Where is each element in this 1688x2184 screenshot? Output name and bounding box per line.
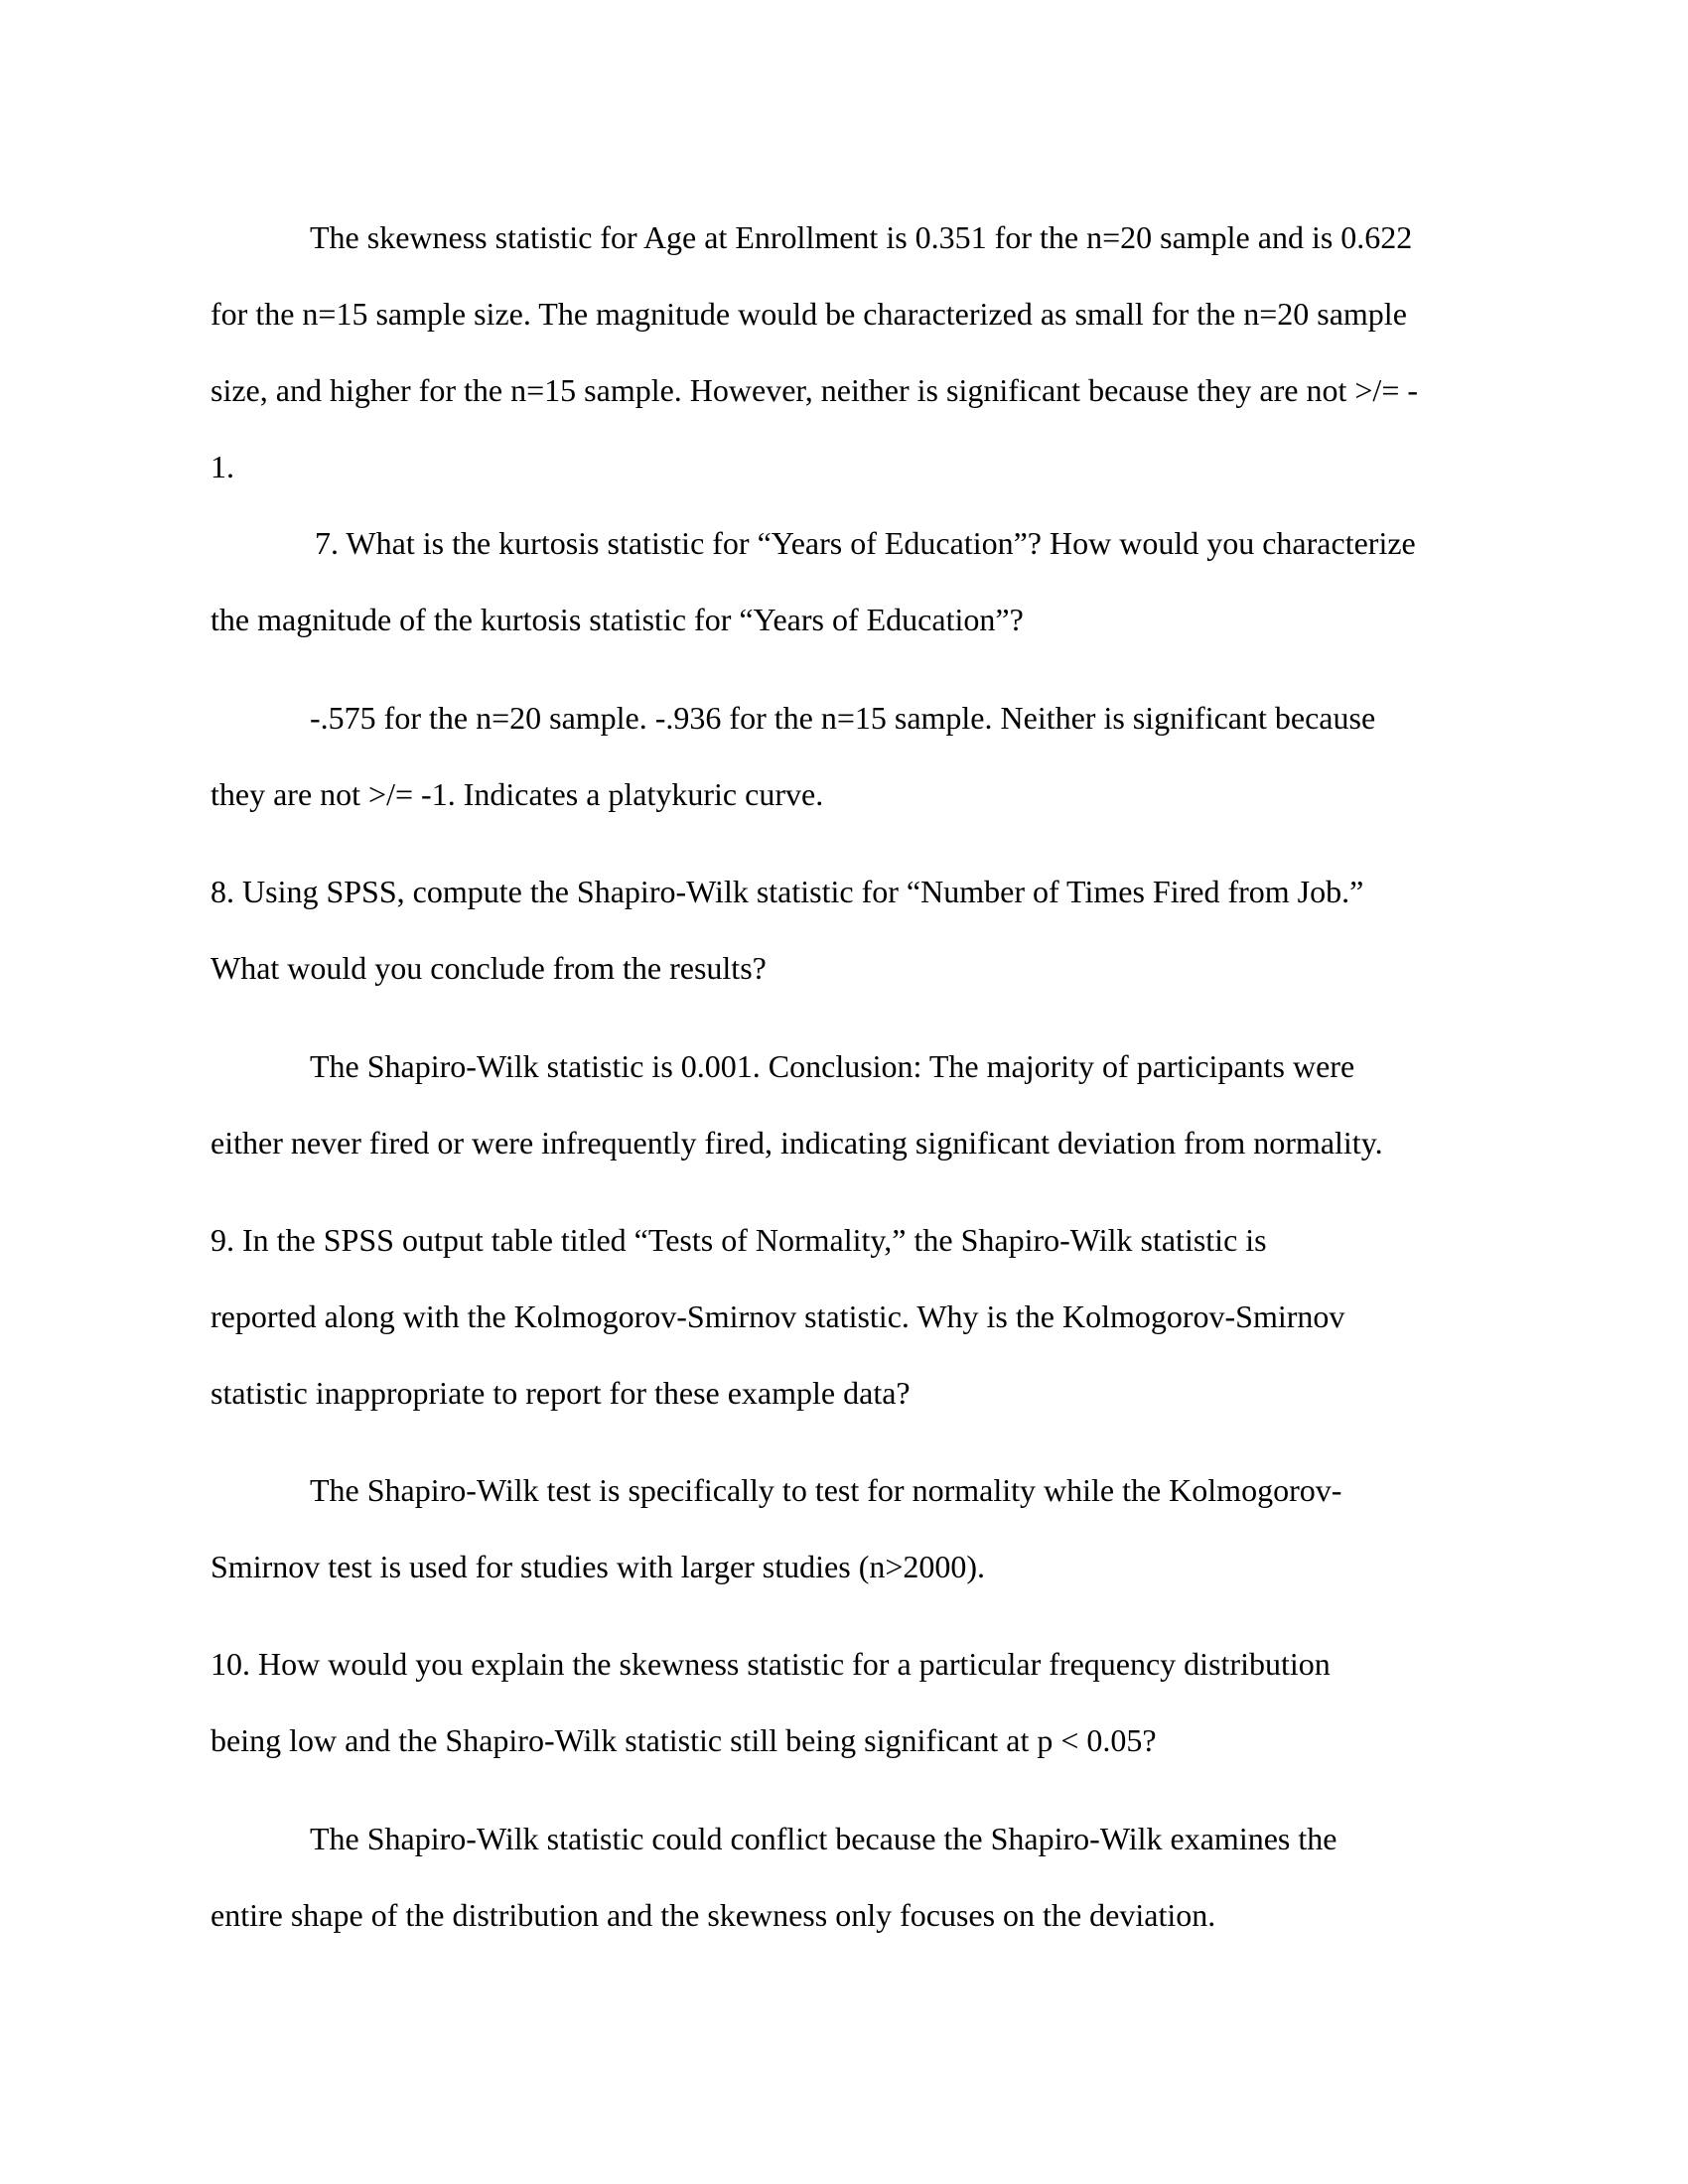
paragraph-line: 1. bbox=[211, 449, 234, 484]
paragraph-line: 7. What is the kurtosis statistic for “Years of Education”? How would you characterize bbox=[315, 525, 1416, 561]
paragraph-line: either never fired or were infrequently fired, indicating significant deviation from normality. bbox=[211, 1125, 1383, 1160]
paragraph-line: The skewness statistic for Age at Enrollment is 0.351 for the n=20 sample and is 0.622 bbox=[310, 219, 1413, 255]
paragraph-line: 9. In the SPSS output table titled “Tests of Normality,” the Shapiro-Wilk statistic is bbox=[211, 1222, 1267, 1258]
paragraph-line: for the n=15 sample size. The magnitude would be characterized as small for the n=20 sample bbox=[211, 296, 1407, 332]
paragraph-line: statistic inappropriate to report for these example data? bbox=[211, 1375, 911, 1411]
paragraph-line: The Shapiro-Wilk test is specifically to test for normality while the Kolmogorov- bbox=[310, 1472, 1342, 1508]
paragraph-line: reported along with the Kolmogorov-Smirnov statistic. Why is the Kolmogorov-Smirnov bbox=[211, 1298, 1345, 1334]
paragraph-line: The Shapiro-Wilk statistic is 0.001. Conclusion: The majority of participants were bbox=[310, 1048, 1355, 1084]
paragraph-line: size, and higher for the n=15 sample. However, neither is significant because they are not >/= - bbox=[211, 372, 1419, 408]
paragraph-line: 8. Using SPSS, compute the Shapiro-Wilk statistic for “Number of Times Fired from Job.” bbox=[211, 874, 1364, 909]
paragraph-line: they are not >/= -1. Indicates a platykuric curve. bbox=[211, 776, 824, 812]
paragraph-line: 10. How would you explain the skewness statistic for a particular frequency distribution bbox=[211, 1646, 1331, 1682]
paragraph-line: What would you conclude from the results? bbox=[211, 950, 767, 986]
paragraph-line: The Shapiro-Wilk statistic could conflict because the Shapiro-Wilk examines the bbox=[310, 1821, 1337, 1856]
paragraph-line: -.575 for the n=20 sample. -.936 for the n=15 sample. Neither is significant because bbox=[310, 700, 1376, 736]
paragraph-line: entire shape of the distribution and the skewness only focuses on the deviation. bbox=[211, 1897, 1216, 1933]
paragraph-line: the magnitude of the kurtosis statistic for “Years of Education”? bbox=[211, 602, 1024, 637]
paragraph-line: Smirnov test is used for studies with larger studies (n>2000). bbox=[211, 1549, 986, 1584]
paragraph-line: being low and the Shapiro-Wilk statistic still being significant at p < 0.05? bbox=[211, 1722, 1157, 1758]
